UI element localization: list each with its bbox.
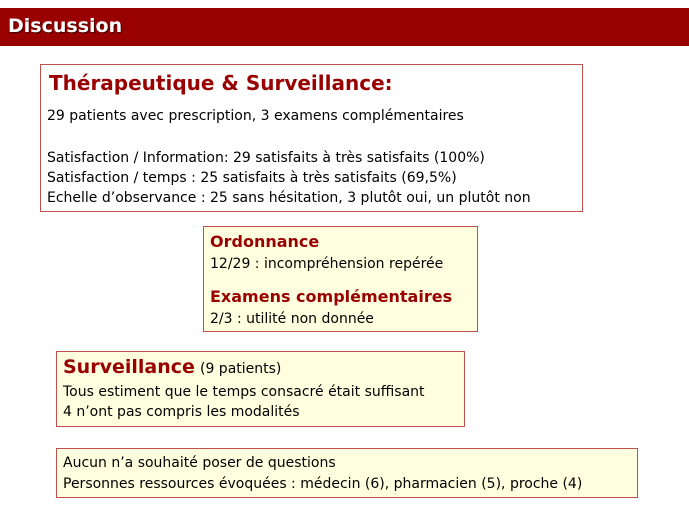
surveillance-box <box>56 351 465 427</box>
questions-line-1: Aucun n’a souhaité poser de questions <box>63 455 336 471</box>
questions-line-2: Personnes ressources évoquées : médecin (6), pharmacien (5), proche (4) <box>63 476 583 492</box>
surveillance-note: (9 patients) <box>199 361 282 377</box>
surveillance-line-1: Tous estiment que le temps consacré était suffisant <box>63 384 425 400</box>
therapeutique-line-2: Satisfaction / Information: 29 satisfaits à très satisfaits (100%) <box>47 150 485 166</box>
examens-line: 2/3 : utilité non donnée <box>210 311 374 327</box>
title-bar <box>0 8 689 46</box>
therapeutique-heading: Thérapeutique & Surveillance: <box>49 71 393 95</box>
questions-box <box>56 448 638 498</box>
ordonnance-box <box>203 226 478 332</box>
page-title: Discussion <box>8 15 123 37</box>
ordonnance-line: 12/29 : incompréhension repérée <box>210 256 444 272</box>
surveillance-heading-row <box>63 356 281 378</box>
surveillance-heading: Surveillance <box>63 356 195 378</box>
therapeutique-line-1: 29 patients avec prescription, 3 examens complémentaires <box>47 108 464 124</box>
therapeutique-box <box>40 64 583 212</box>
surveillance-line-2: 4 n’ont pas compris les modalités <box>63 404 300 420</box>
examens-heading: Examens complémentaires <box>210 287 453 306</box>
therapeutique-line-4: Echelle d’observance : 25 sans hésitation, 3 plutôt oui, un plutôt non <box>47 190 531 206</box>
ordonnance-heading: Ordonnance <box>210 232 320 251</box>
therapeutique-line-3: Satisfaction / temps : 25 satisfaits à très satisfaits (69,5%) <box>47 170 457 186</box>
